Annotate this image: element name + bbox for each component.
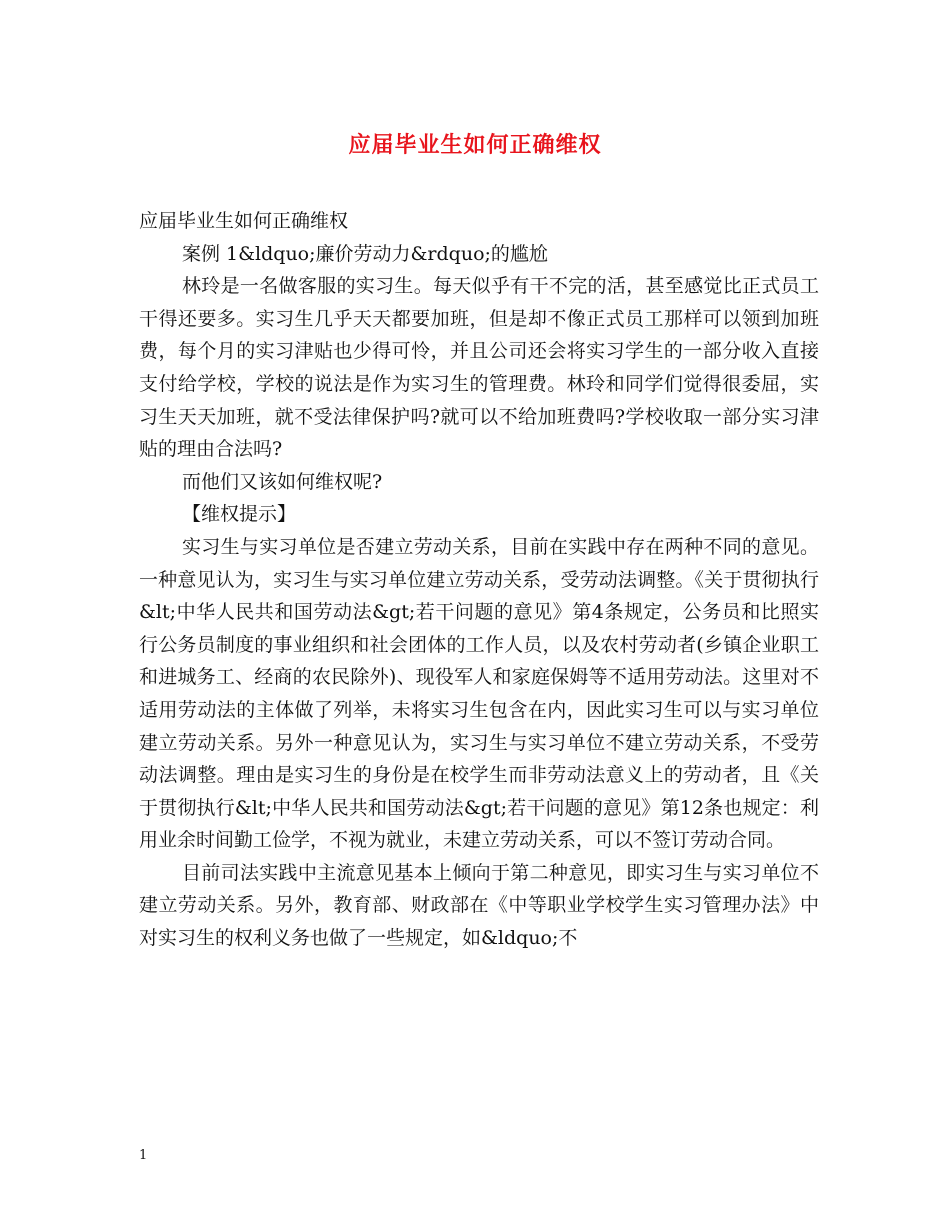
paragraph-practice: 目前司法实践中主流意见基本上倾向于第二种意见，即实习生与实习单位不建立劳动关系。另外，教育部、财政部在《中等职业学校学生实习管理办法》中对实习生的权利义务也做了一些规定，如&ldquo;不 — [139, 861, 819, 950]
document-body — [139, 205, 819, 955]
paragraph-case-description: 林玲是一名做客服的实习生。每天似乎有干不完的活，甚至感觉比正式员工干得还要多。实习生几乎天天都要加班，但是却不像正式员工那样可以领到加班费，每个月的实习津贴也少得可怜，并且公司还会将实习学生的一部分收入直接支付给学校，学校的说法是作为实习生的管理费。林玲和同学们觉得很委屈，实习生天天加班，就不受法律保护吗?就可以不给加班费吗?学校收取一部分实习津贴的理由合法吗? — [139, 275, 819, 461]
page-number: 1 — [139, 1148, 148, 1163]
paragraph-heading: 应届毕业生如何正确维权 — [139, 210, 349, 232]
paragraph-tip-body: 实习生与实习单位是否建立劳动关系，目前在实践中存在两种不同的意见。一种意见认为，实习生与实习单位建立劳动关系，受劳动法调整。《关于贯彻执行&lt;中华人民共和国劳动法&gt;若干问题的意见》第4条规定，公务员和比照实行公务员制度的事业组织和社会团体的工作人员，以及农村劳动者(乡镇企业职工和进城务工、经商的农民除外)、现役军人和家庭保姆等不适用劳动法。这里对不适用劳动法的主体做了列举，未将实习生包含在内，因此实习生可以与实习单位建立劳动关系。另外一种意见认为，实习生与实习单位不建立劳动关系，不受劳动法调整。理由是实习生的身份是在校学生而非劳动法意义上的劳动者，且《关于贯彻执行&lt;中华人民共和国劳动法&gt;若干问题的意见》第12条也规定：利用业余时间勤工俭学，不视为就业，未建立劳动关系，可以不签订劳动合同。 — [139, 535, 819, 852]
paragraph-tip-heading: 【维权提示】 — [182, 503, 297, 526]
paragraph-question: 而他们又该如何维权呢? — [182, 470, 383, 493]
document-title: 应届毕业生如何正确维权 — [348, 132, 602, 158]
paragraph-case-title: 案例 1&ldquo;廉价劳动力&rdquo;的尴尬 — [182, 242, 548, 265]
